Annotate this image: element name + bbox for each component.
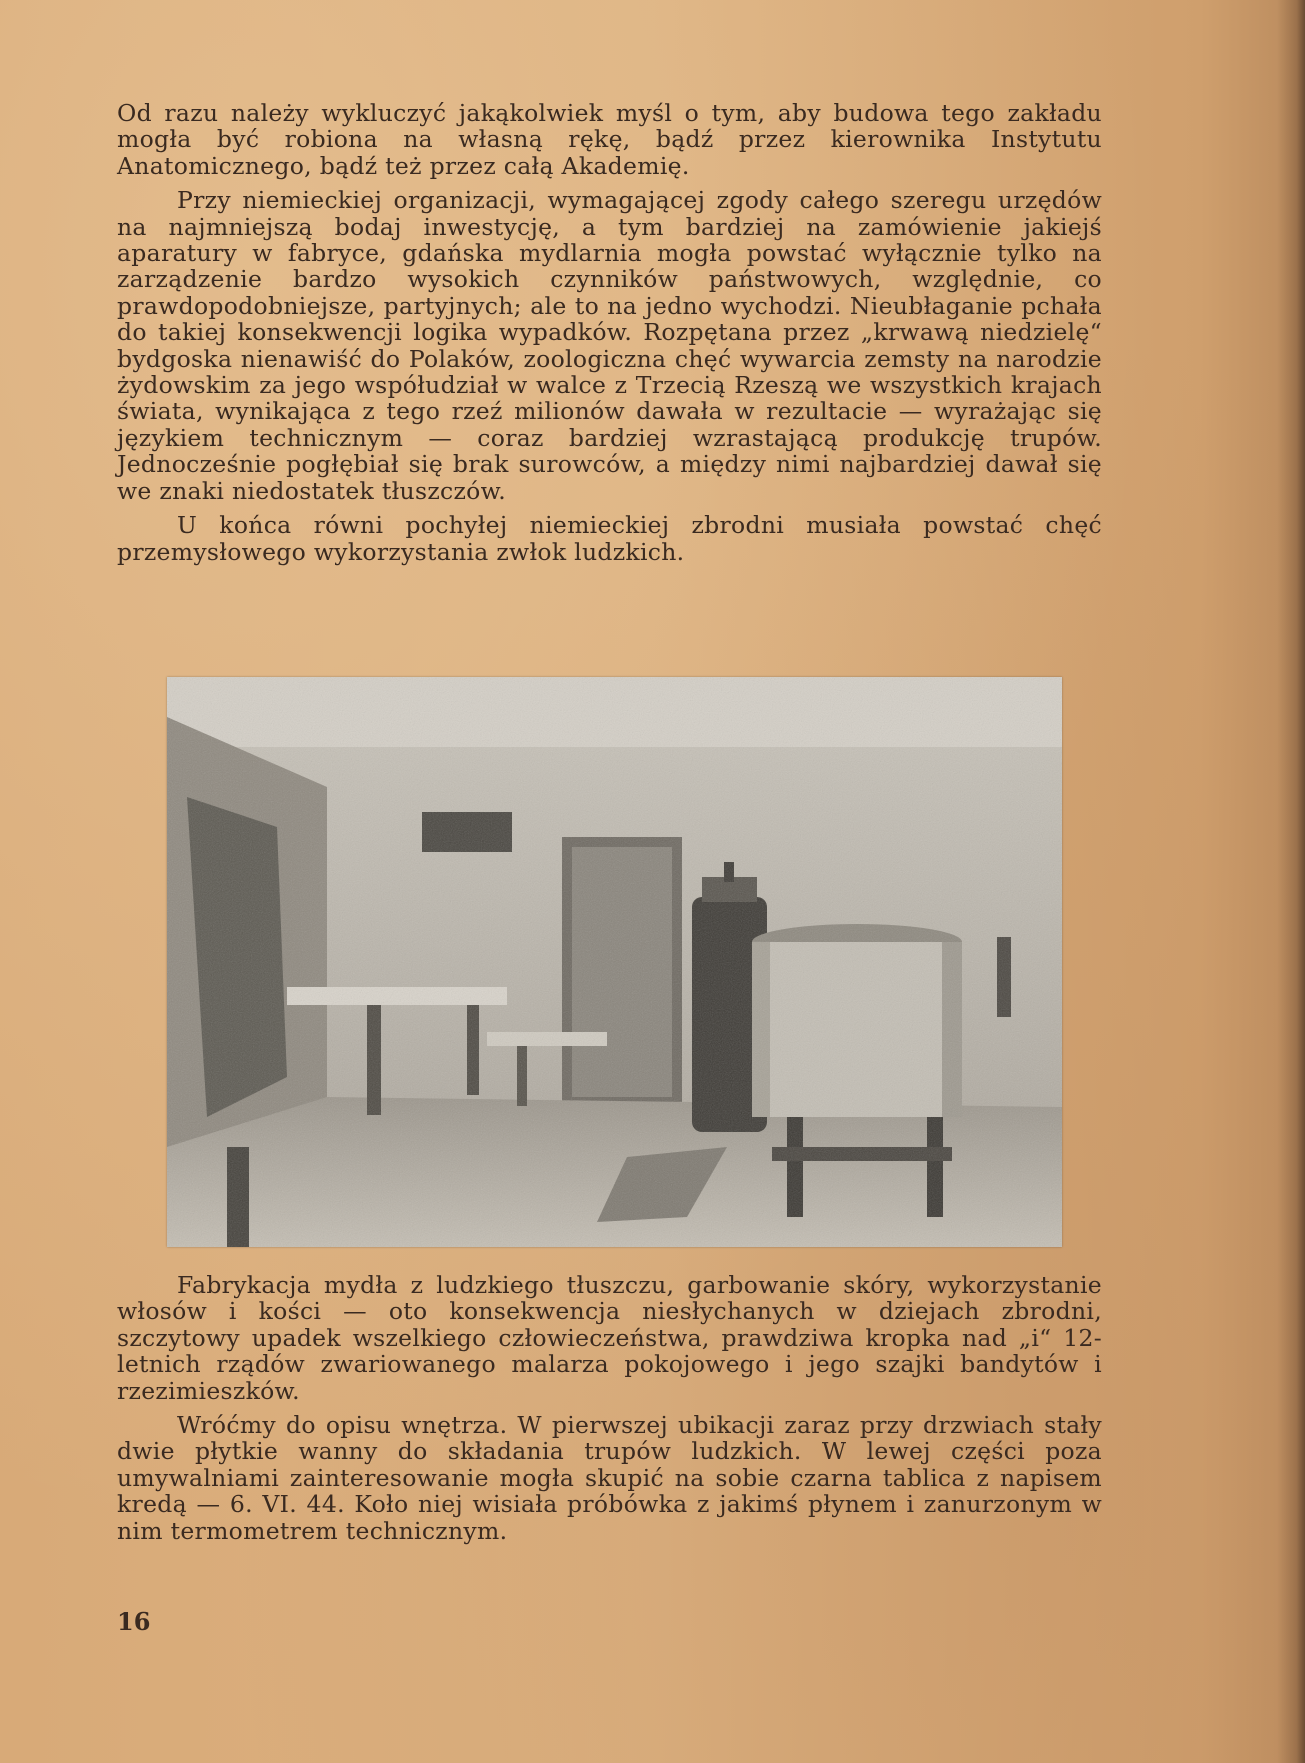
text-block-bottom [117, 1272, 1102, 1552]
paragraph: Przy niemieckiej organizacji, wymagającej zgody całego szeregu urzędów na najmniejszą bodaj inwestycję, a tym bardziej na zamówienie jakiejś aparatury w fabryce, gdańska mydlarnia mogła powstać wyłącznie tylko na zarządzenie bardzo wysokich czynników państwowych, względnie, co prawdopodobniejsze, partyjnych; ale to na jedno wychodzi. Nieubłaganie pchała do takiej konsekwencji logika wypadków. Rozpętana przez „krwawą niedzielę“ bydgoska nienawiść do Polaków, zoologiczna chęć wywarcia zemsty na narodzie żydowskim za jego współudział w walce z Trzecią Rzeszą we wszystkich krajach świata, wynikająca z tego rzeź milionów dawała w rezultacie — wyrażając się językiem technicznym — coraz bardziej wzrastającą produkcję trupów. Jednocześnie pogłębiał się brak surowców, a między nimi najbardziej dawał się we znaki niedostatek tłuszczów. [117, 186, 1102, 505]
paragraph: Fabrykacja mydła z ludzkiego tłuszczu, garbowanie skóry, wykorzystanie włosów i kości — oto konsekwencja niesłychanych w dziejach zbrodni, szczytowy upadek wszelkiego człowieczeństwa, prawdziwa kropka nad „i“ 12-letnich rządów zwariowanego malarza pokojowego i jego szajki bandytów i rzezimieszków. [117, 1271, 1102, 1405]
photo-icon [167, 677, 1062, 1247]
interior-photograph [167, 677, 1062, 1247]
page-number: 16 [117, 1607, 151, 1636]
paragraph: Wróćmy do opisu wnętrza. W pierwszej ubikacji zaraz przy drzwiach stały dwie płytkie wanny do składania trupów ludzkich. W lewej części poza umywalniami zainteresowanie mogła skupić na sobie czarna tablica z napisem kredą — 6. VI. 44. Koło niej wisiała próbówka z jakimś płynem i zanurzonym w nim termometrem technicznym. [117, 1411, 1102, 1545]
paragraph: U końca równi pochyłej niemieckiej zbrodni musiała powstać chęć przemysłowego wykorzystania zwłok ludzkich. [117, 511, 1102, 566]
spine-shadow [1277, 0, 1305, 1763]
paragraph: Od razu należy wykluczyć jakąkolwiek myśl o tym, aby budowa tego zakładu mogła być robiona na własną rękę, bądź przez kierownika Instytutu Anatomicznego, bądź też przez całą Akademię. [117, 99, 1102, 180]
text-block-top [117, 100, 1102, 573]
